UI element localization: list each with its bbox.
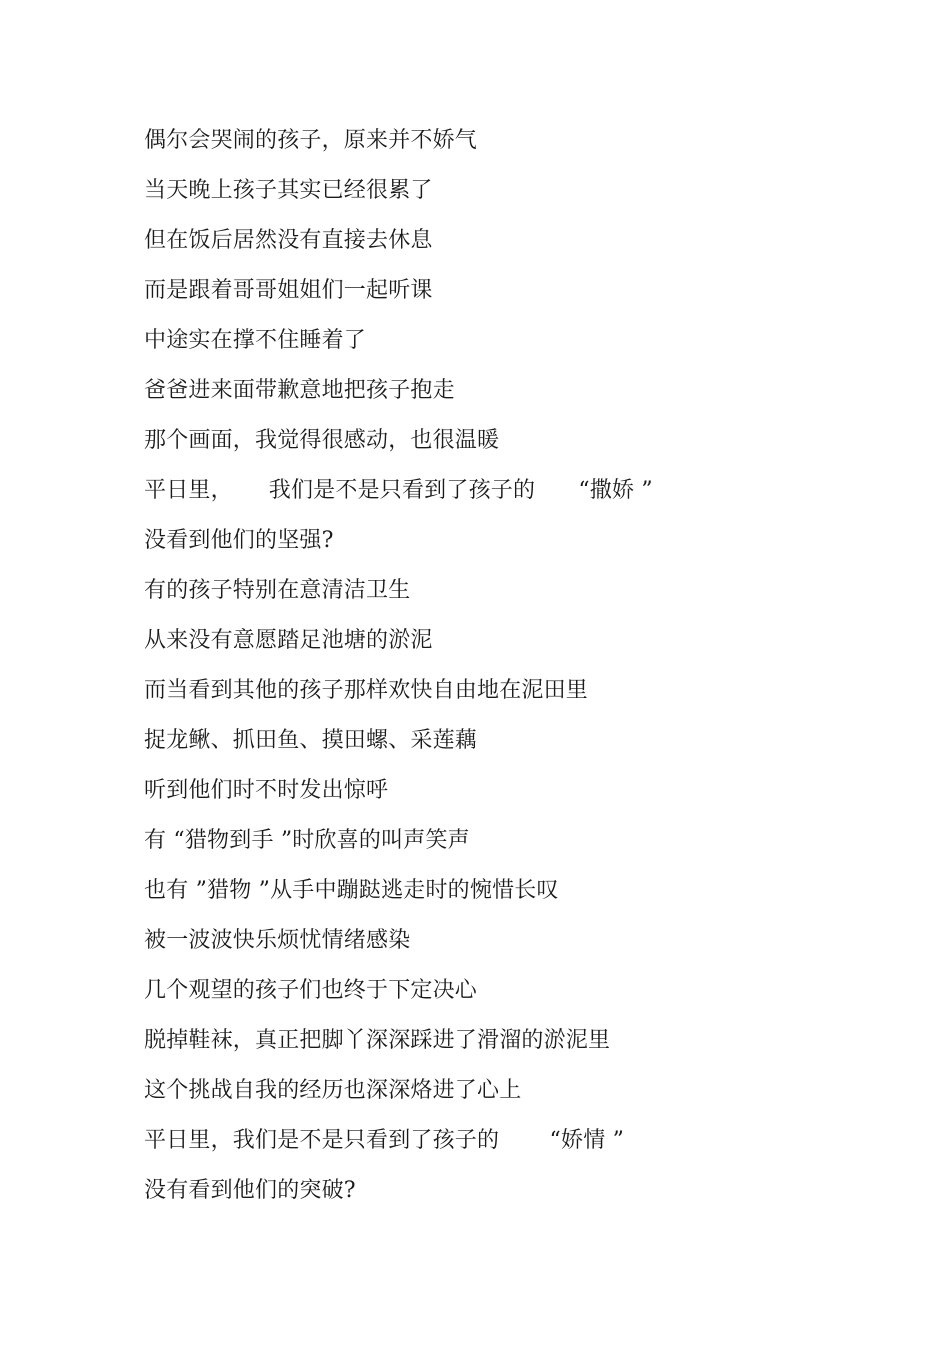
text-line-18: 几个观望的孩子们也终于下定决心 [144,978,478,1003]
text-line-10: 有的孩子特别在意清洁卫生 [144,578,411,603]
text-line-11: 从来没有意愿踏足池塘的淤泥 [144,628,433,653]
text-line-13: 捉龙鳅、抓田鱼、摸田螺、采莲藕 [144,728,478,753]
text-line-20: 这个挑战自我的经历也深深烙进了心上 [144,1078,522,1103]
text-line-1: 偶尔会哭闹的孩子，原来并不娇气 [144,128,478,153]
text-line-3: 但在饭后居然没有直接去休息 [144,228,433,253]
text-line-4: 而是跟着哥哥姐姐们一起听课 [144,278,433,303]
text-line-8: 平日里， 我们是不是只看到了孩子的 “撒娇 ” [144,478,653,503]
text-line-5: 中途实在撑不住睡着了 [144,328,367,353]
text-line-2: 当天晚上孩子其实已经很累了 [144,178,433,203]
text-line-9: 没看到他们的坚强? [144,528,334,553]
text-line-12: 而当看到其他的孩子那样欢快自由地在泥田里 [144,678,589,703]
text-line-16: 也有 ”猎物 ”从手中蹦跶逃走时的惋惜长叹 [144,878,559,903]
text-line-17: 被一波波快乐烦忧情绪感染 [144,928,411,953]
text-line-14: 听到他们时不时发出惊呼 [144,778,389,803]
text-line-19: 脱掉鞋袜，真正把脚丫深深踩进了滑溜的淤泥里 [144,1028,611,1053]
poem-text-block [144,116,844,1216]
text-line-22: 没有看到他们的突破? [144,1178,356,1203]
text-line-6: 爸爸进来面带歉意地把孩子抱走 [144,378,455,403]
text-line-7: 那个画面，我觉得很感动，也很温暖 [144,428,500,453]
text-line-15: 有 “猎物到手 ”时欣喜的叫声笑声 [144,828,470,853]
text-line-21: 平日里，我们是不是只看到了孩子的 “娇情 ” [144,1128,625,1153]
